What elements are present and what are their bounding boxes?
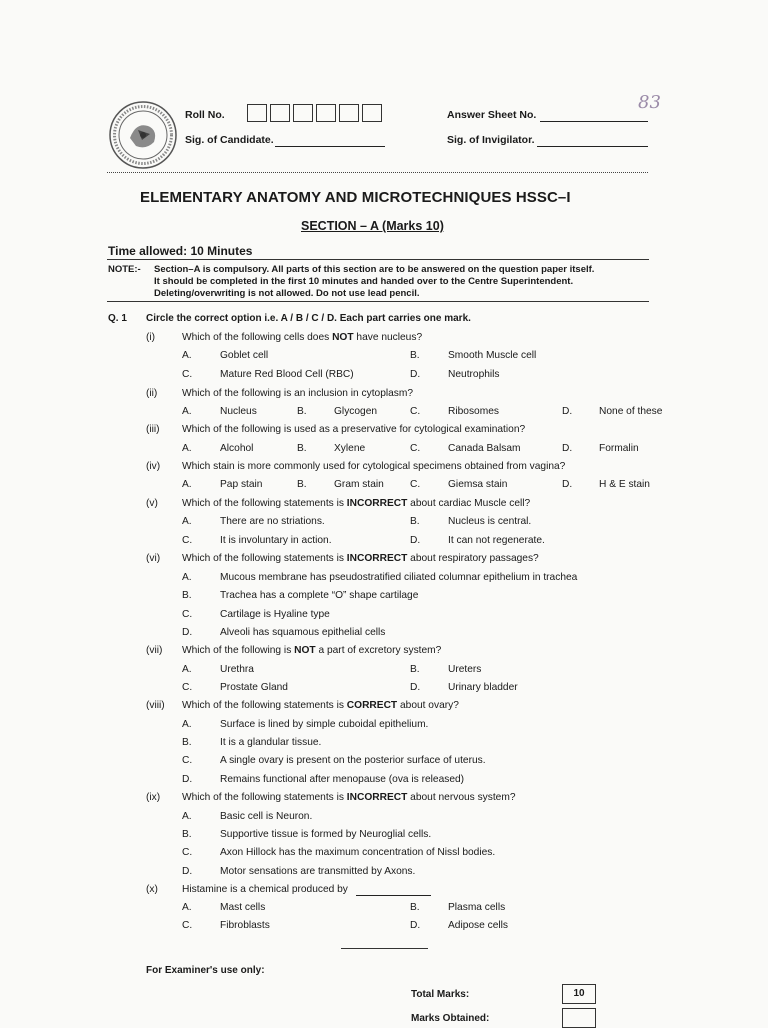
- option-letter: B.: [182, 829, 192, 840]
- option-text[interactable]: Plasma cells: [448, 902, 506, 913]
- option-text[interactable]: Gram stain: [334, 479, 384, 490]
- time-divider: [107, 259, 649, 260]
- question-stem: Which of the following statements is INCORRECT about cardiac Muscle cell?: [182, 498, 531, 509]
- option-text[interactable]: Urethra: [220, 664, 254, 675]
- note-line-1: Section–A is compulsory. All parts of this section are to be answered on the question paper itself.: [154, 264, 595, 275]
- option-text[interactable]: Fibroblasts: [220, 920, 270, 931]
- option-text[interactable]: Alveoli has squamous epithelial cells: [220, 627, 386, 638]
- marks-obtained-label: Marks Obtained:: [411, 1013, 490, 1024]
- option-text[interactable]: Nucleus is central.: [448, 516, 532, 527]
- option-letter: B.: [182, 590, 192, 601]
- answer-sheet-label: Answer Sheet No.: [447, 109, 537, 121]
- option-letter: D.: [410, 369, 421, 380]
- sig-candidate-label: Sig. of Candidate.: [185, 134, 274, 146]
- option-text[interactable]: None of these: [599, 406, 663, 417]
- option-letter: C.: [182, 920, 193, 931]
- option-letter: C.: [182, 369, 193, 380]
- option-letter: D.: [562, 406, 573, 417]
- question-number: (x): [146, 884, 158, 895]
- option-letter: D.: [182, 627, 193, 638]
- option-text[interactable]: Goblet cell: [220, 350, 269, 361]
- option-text[interactable]: Urinary bladder: [448, 682, 518, 693]
- option-text[interactable]: Remains functional after menopause (ova is released): [220, 774, 465, 785]
- option-letter: A.: [182, 902, 192, 913]
- examiner-use-label: For Examiner's use only:: [146, 965, 265, 976]
- option-letter: B.: [182, 737, 192, 748]
- marks-obtained-box[interactable]: [562, 1008, 596, 1028]
- option-letter: A.: [182, 406, 192, 417]
- fill-in-blank[interactable]: [356, 895, 431, 896]
- option-letter: B.: [297, 406, 307, 417]
- board-seal-logo: [108, 100, 178, 175]
- note-divider: [107, 301, 649, 302]
- roll-no-label: Roll No.: [185, 109, 225, 121]
- option-letter: D.: [562, 443, 573, 454]
- question-number: (iii): [146, 424, 160, 435]
- option-letter: A.: [182, 479, 192, 490]
- option-text[interactable]: Formalin: [599, 443, 639, 454]
- option-letter: A.: [182, 572, 192, 583]
- option-letter: D.: [410, 920, 421, 931]
- option-text[interactable]: Motor sensations are transmitted by Axons.: [220, 866, 416, 877]
- option-letter: C.: [182, 755, 193, 766]
- option-text[interactable]: Mature Red Blood Cell (RBC): [220, 369, 354, 380]
- sig-invigilator-label: Sig. of Invigilator.: [447, 134, 535, 146]
- option-letter: B.: [410, 350, 420, 361]
- option-text[interactable]: Axon Hillock has the maximum concentration of Nissl bodies.: [220, 847, 496, 858]
- option-text[interactable]: Alcohol: [220, 443, 254, 454]
- question-number: (i): [146, 332, 156, 343]
- question-stem: Which of the following is NOT a part of excretory system?: [182, 645, 442, 656]
- option-text[interactable]: Nucleus: [220, 406, 257, 417]
- option-text[interactable]: Basic cell is Neuron.: [220, 811, 313, 822]
- sig-candidate-field[interactable]: [275, 146, 385, 147]
- option-text[interactable]: Canada Balsam: [448, 443, 521, 454]
- option-text[interactable]: It can not regenerate.: [448, 535, 545, 546]
- question-number: (vii): [146, 645, 163, 656]
- option-text[interactable]: Mucous membrane has pseudostratified ciliated columnar epithelium in trachea: [220, 572, 578, 583]
- option-text[interactable]: Trachea has a complete “O” shape cartilage: [220, 590, 419, 601]
- option-letter: A.: [182, 350, 192, 361]
- option-text[interactable]: Surface is lined by simple cuboidal epithelium.: [220, 719, 429, 730]
- question-stem: Which of the following statements is INCORRECT about nervous system?: [182, 792, 516, 803]
- question-number: (ii): [146, 388, 158, 399]
- handwritten-page-mark: 83: [638, 92, 661, 113]
- option-text[interactable]: Glycogen: [334, 406, 378, 417]
- option-letter: A.: [182, 443, 192, 454]
- question-number: (viii): [146, 700, 165, 711]
- option-text[interactable]: Pap stain: [220, 479, 263, 490]
- answer-sheet-field[interactable]: [540, 121, 648, 122]
- time-allowed: Time allowed: 10 Minutes: [108, 244, 253, 258]
- option-text[interactable]: Cartilage is Hyaline type: [220, 609, 330, 620]
- option-letter: B.: [410, 902, 420, 913]
- q1-number: Q. 1: [108, 313, 127, 324]
- option-text[interactable]: Xylene: [334, 443, 366, 454]
- dotted-divider: [107, 172, 648, 173]
- option-letter: C.: [182, 847, 193, 858]
- option-text[interactable]: Smooth Muscle cell: [448, 350, 537, 361]
- option-letter: D.: [182, 866, 193, 877]
- option-letter: C.: [182, 535, 193, 546]
- option-letter: A.: [182, 811, 192, 822]
- option-letter: C.: [410, 479, 421, 490]
- q1-instruction: Circle the correct option i.e. A / B / C / D. Each part carries one mark.: [146, 313, 471, 324]
- option-letter: D.: [562, 479, 573, 490]
- question-number: (ix): [146, 792, 161, 803]
- option-letter: A.: [182, 719, 192, 730]
- question-number: (vi): [146, 553, 161, 564]
- note-line-2: It should be completed in the first 10 minutes and handed over to the Centre Superintendent.: [154, 276, 574, 287]
- question-number: (iv): [146, 461, 161, 472]
- option-letter: C.: [410, 406, 421, 417]
- paper-title: ELEMENTARY ANATOMY AND MICROTECHNIQUES HSSC–I: [140, 189, 571, 206]
- question-stem: Which stain is more commonly used for cytological specimens obtained from vagina?: [182, 461, 566, 472]
- option-text[interactable]: Ureters: [448, 664, 482, 675]
- option-text[interactable]: It is involuntary in action.: [220, 535, 332, 546]
- end-line: [341, 948, 428, 949]
- question-stem: Which of the following is used as a preservative for cytological examination?: [182, 424, 526, 435]
- option-text[interactable]: Prostate Gland: [220, 682, 288, 693]
- option-text[interactable]: Giemsa stain: [448, 479, 508, 490]
- option-text[interactable]: H & E stain: [599, 479, 650, 490]
- option-text[interactable]: Mast cells: [220, 902, 266, 913]
- option-text[interactable]: There are no striations.: [220, 516, 325, 527]
- option-text[interactable]: A single ovary is present on the posterior surface of uterus.: [220, 755, 486, 766]
- option-letter: A.: [182, 516, 192, 527]
- option-letter: C.: [410, 443, 421, 454]
- option-letter: D.: [182, 774, 193, 785]
- question-stem: Which of the following statements is INCORRECT about respiratory passages?: [182, 553, 539, 564]
- option-letter: D.: [410, 682, 421, 693]
- note-label: NOTE:-: [108, 264, 141, 275]
- note-line-3: Deleting/overwriting is not allowed. Do not use lead pencil.: [154, 288, 420, 299]
- option-letter: B.: [297, 479, 307, 490]
- option-text[interactable]: Neutrophils: [448, 369, 500, 380]
- option-letter: D.: [410, 535, 421, 546]
- option-letter: C.: [182, 682, 193, 693]
- section-title: SECTION – A (Marks 10): [301, 219, 444, 233]
- question-stem: Histamine is a chemical produced by: [182, 884, 348, 895]
- question-number: (v): [146, 498, 158, 509]
- option-text[interactable]: Ribosomes: [448, 406, 499, 417]
- option-letter: B.: [410, 516, 420, 527]
- option-text[interactable]: Adipose cells: [448, 920, 509, 931]
- total-marks-label: Total Marks:: [411, 989, 470, 1000]
- question-stem: Which of the following is an inclusion in cytoplasm?: [182, 388, 414, 399]
- option-letter: B.: [297, 443, 307, 454]
- sig-invigilator-field[interactable]: [537, 146, 648, 147]
- question-stem: Which of the following cells does NOT have nucleus?: [182, 332, 423, 343]
- option-text[interactable]: Supportive tissue is formed by Neuroglial cells.: [220, 829, 432, 840]
- question-stem: Which of the following statements is CORRECT about ovary?: [182, 700, 459, 711]
- total-marks-box: 10: [562, 984, 596, 1004]
- option-letter: A.: [182, 664, 192, 675]
- option-text[interactable]: It is a glandular tissue.: [220, 737, 322, 748]
- option-letter: C.: [182, 609, 193, 620]
- option-letter: B.: [410, 664, 420, 675]
